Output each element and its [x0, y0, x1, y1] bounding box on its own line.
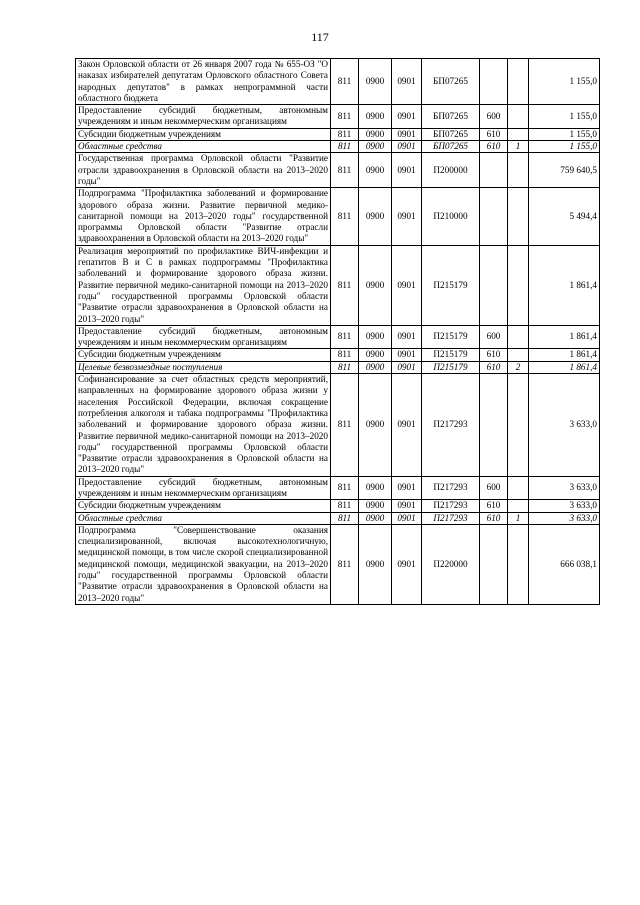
row-name: Целевые безвозмездные поступления: [76, 361, 331, 373]
row-amount: 1 861,4: [529, 349, 600, 361]
row-amount: 1 861,4: [529, 325, 600, 349]
row-subsection-code: 0901: [392, 188, 422, 245]
budget-table: [75, 58, 600, 605]
row-ved-code: 811: [331, 524, 359, 604]
row-source-code: [508, 153, 529, 188]
row-amount: 5 494,4: [529, 188, 600, 245]
row-amount: 3 633,0: [529, 374, 600, 477]
row-section-code: 0900: [359, 245, 392, 325]
page-number: 117: [311, 30, 329, 44]
table-row: [76, 245, 600, 325]
row-name: Субсидии бюджетным учреждениям: [76, 500, 331, 512]
row-name: Предоставление субсидий бюджетным, автономным учреждениям и иным некоммерческим организациям: [76, 476, 331, 500]
row-section-code: 0900: [359, 512, 392, 524]
row-source-code: [508, 524, 529, 604]
row-expense-type: [480, 59, 508, 105]
row-ved-code: 811: [331, 188, 359, 245]
table-row: [76, 105, 600, 129]
row-subsection-code: 0901: [392, 349, 422, 361]
table-row: [76, 476, 600, 500]
table-row: [76, 128, 600, 140]
row-source-code: [508, 105, 529, 129]
row-ved-code: 811: [331, 105, 359, 129]
row-section-code: 0900: [359, 361, 392, 373]
row-target-article: П217293: [422, 374, 480, 477]
row-target-article: П210000: [422, 188, 480, 245]
table-row: [76, 349, 600, 361]
row-expense-type: 600: [480, 325, 508, 349]
row-target-article: П215179: [422, 361, 480, 373]
row-expense-type: 600: [480, 476, 508, 500]
row-section-code: 0900: [359, 188, 392, 245]
row-subsection-code: 0901: [392, 500, 422, 512]
table-row: [76, 512, 600, 524]
row-ved-code: 811: [331, 500, 359, 512]
row-subsection-code: 0901: [392, 59, 422, 105]
row-subsection-code: 0901: [392, 512, 422, 524]
row-subsection-code: 0901: [392, 325, 422, 349]
row-amount: 1 155,0: [529, 128, 600, 140]
row-ved-code: 811: [331, 374, 359, 477]
table-row: [76, 59, 600, 105]
row-source-code: 1: [508, 141, 529, 153]
table-row: [76, 374, 600, 477]
table-row: [76, 188, 600, 245]
row-section-code: 0900: [359, 500, 392, 512]
row-expense-type: [480, 188, 508, 245]
row-source-code: [508, 188, 529, 245]
row-target-article: БП07265: [422, 59, 480, 105]
row-expense-type: 610: [480, 361, 508, 373]
table-row: [76, 361, 600, 373]
row-section-code: 0900: [359, 349, 392, 361]
row-expense-type: [480, 524, 508, 604]
row-target-article: БП07265: [422, 128, 480, 140]
row-expense-type: 610: [480, 349, 508, 361]
row-amount: 3 633,0: [529, 476, 600, 500]
row-subsection-code: 0901: [392, 128, 422, 140]
row-section-code: 0900: [359, 374, 392, 477]
row-source-code: [508, 245, 529, 325]
row-name: Предоставление субсидий бюджетным, автономным учреждениям и иным некоммерческим организациям: [76, 105, 331, 129]
row-source-code: [508, 349, 529, 361]
row-ved-code: 811: [331, 349, 359, 361]
row-target-article: БП07265: [422, 141, 480, 153]
row-expense-type: 610: [480, 500, 508, 512]
row-expense-type: 610: [480, 141, 508, 153]
row-ved-code: 811: [331, 512, 359, 524]
row-name: Государственная программа Орловской области "Развитие отрасли здравоохранения в Орловской области на 2013–2020 годы": [76, 153, 331, 188]
row-ved-code: 811: [331, 153, 359, 188]
row-source-code: [508, 325, 529, 349]
row-expense-type: 600: [480, 105, 508, 129]
row-name: Областные средства: [76, 512, 331, 524]
row-name: Закон Орловской области от 26 января 2007 года № 655-ОЗ "О наказах избирателей депутатам Орловского областного Совета народных депутатов" в рамках непрограммной части областного бюджета: [76, 59, 331, 105]
row-target-article: П200000: [422, 153, 480, 188]
row-name: Софинансирование за счет областных средств мероприятий, направленных на формирование здорового образа жизни у населения Российской Федерации, включая сокращение потребления алкоголя и табака подпрограммы "Профилактика заболеваний и формирование здорового образа жизни. Развитие первичной медико-санитарной помощи на 2013–2020 годы" государственной программы Орловской области "Развитие отрасли здравоохранения в Орловской области на 2013–2020 годы": [76, 374, 331, 477]
row-expense-type: [480, 374, 508, 477]
row-target-article: П217293: [422, 500, 480, 512]
table-row: [76, 325, 600, 349]
row-target-article: П217293: [422, 476, 480, 500]
row-subsection-code: 0901: [392, 141, 422, 153]
row-amount: 1 155,0: [529, 141, 600, 153]
row-section-code: 0900: [359, 59, 392, 105]
row-source-code: [508, 476, 529, 500]
row-amount: 1 155,0: [529, 59, 600, 105]
row-target-article: П217293: [422, 512, 480, 524]
row-target-article: БП07265: [422, 105, 480, 129]
row-name: Предоставление субсидий бюджетным, автономным учреждениям и иным некоммерческим организациям: [76, 325, 331, 349]
row-name: Областные средства: [76, 141, 331, 153]
row-section-code: 0900: [359, 476, 392, 500]
row-ved-code: 811: [331, 141, 359, 153]
row-amount: 3 633,0: [529, 512, 600, 524]
row-name: Субсидии бюджетным учреждениям: [76, 349, 331, 361]
row-subsection-code: 0901: [392, 245, 422, 325]
row-section-code: 0900: [359, 153, 392, 188]
table-row: [76, 500, 600, 512]
row-name: Подпрограмма "Профилактика заболеваний и формирование здорового образа жизни. Развитие первичной медико-санитарной помощи на 2013–2020 годы" государственной программы Орловской области "Развитие отрасли здравоохранения в Орловской области на 2013–2020 годы": [76, 188, 331, 245]
row-source-code: [508, 374, 529, 477]
row-amount: 666 038,1: [529, 524, 600, 604]
row-source-code: 2: [508, 361, 529, 373]
row-ved-code: 811: [331, 361, 359, 373]
row-section-code: 0900: [359, 128, 392, 140]
row-section-code: 0900: [359, 524, 392, 604]
row-subsection-code: 0901: [392, 524, 422, 604]
row-source-code: [508, 128, 529, 140]
row-amount: 1 861,4: [529, 361, 600, 373]
row-source-code: 1: [508, 512, 529, 524]
row-source-code: [508, 59, 529, 105]
row-expense-type: [480, 245, 508, 325]
row-ved-code: 811: [331, 59, 359, 105]
row-target-article: П215179: [422, 325, 480, 349]
row-target-article: П220000: [422, 524, 480, 604]
row-subsection-code: 0901: [392, 105, 422, 129]
row-source-code: [508, 500, 529, 512]
row-ved-code: 811: [331, 245, 359, 325]
row-target-article: П215179: [422, 245, 480, 325]
row-name: Субсидии бюджетным учреждениям: [76, 128, 331, 140]
row-section-code: 0900: [359, 105, 392, 129]
row-amount: 1 861,4: [529, 245, 600, 325]
row-amount: 759 640,5: [529, 153, 600, 188]
row-subsection-code: 0901: [392, 361, 422, 373]
table-row: [76, 141, 600, 153]
row-expense-type: 610: [480, 512, 508, 524]
row-target-article: П215179: [422, 349, 480, 361]
row-subsection-code: 0901: [392, 153, 422, 188]
row-amount: 3 633,0: [529, 500, 600, 512]
row-subsection-code: 0901: [392, 476, 422, 500]
row-section-code: 0900: [359, 325, 392, 349]
row-subsection-code: 0901: [392, 374, 422, 477]
row-ved-code: 811: [331, 128, 359, 140]
table-row: [76, 153, 600, 188]
row-ved-code: 811: [331, 325, 359, 349]
row-ved-code: 811: [331, 476, 359, 500]
row-expense-type: [480, 153, 508, 188]
row-name: Реализация мероприятий по профилактике ВИЧ-инфекции и гепатитов В и С в рамках подпрограммы "Профилактика заболеваний и формирование здорового образа жизни. Развитие первичной медико-санитарной помощи на 2013–2020 годы" государственной программы Орловской области "Развитие отрасли здравоохранения в Орловской области на 2013–2020 годы": [76, 245, 331, 325]
row-section-code: 0900: [359, 141, 392, 153]
row-amount: 1 155,0: [529, 105, 600, 129]
row-name: Подпрограмма "Совершенствование оказания специализированной, включая высокотехнологичную, медицинской помощи, в том числе скорой специализированной медицинской помощи, медицинской эвакуации, на 2013–2020 годы" государственной программы Орловской области "Развитие отрасли здравоохранения в Орловской области на 2013–2020 годы": [76, 524, 331, 604]
row-expense-type: 610: [480, 128, 508, 140]
table-row: [76, 524, 600, 604]
